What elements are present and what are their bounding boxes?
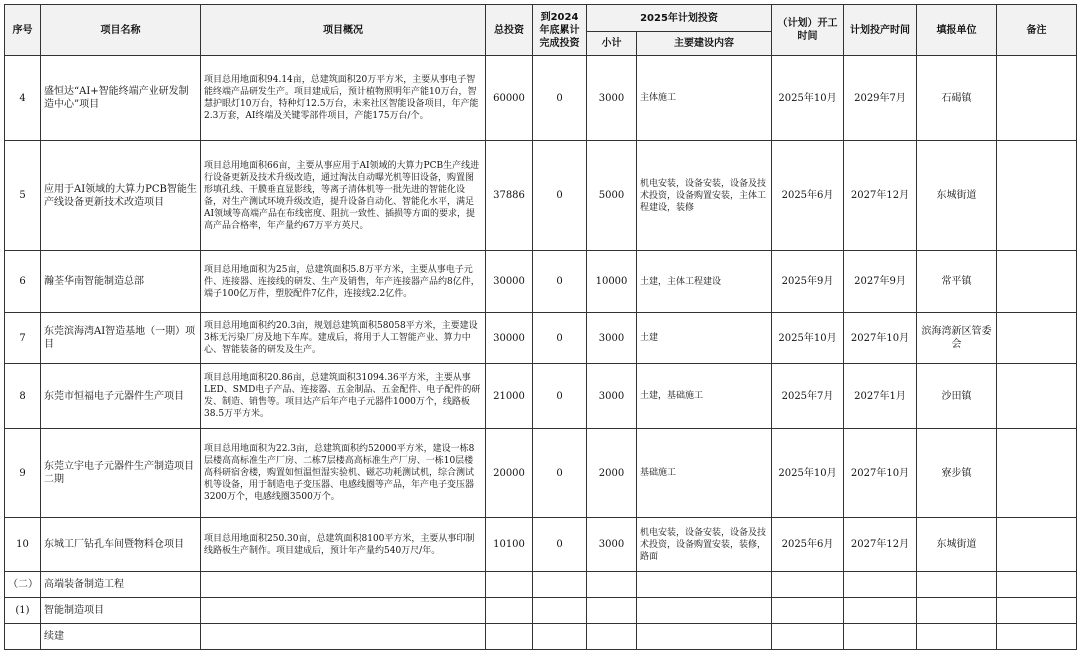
row-start-time: 2025年10月 <box>772 56 844 141</box>
row-total-investment: 30000 <box>486 313 533 364</box>
row-overview: 项目总用地面积20.86亩，总建筑面积31094.36平方米，主要从事LED、SMD电子产品、连接器、五金制品、五金配件、电子配件的研发、制造、销售等。项目达产后年产电子元器件1000万个，线路板38.5万平方米。 <box>201 364 486 429</box>
section-row <box>5 598 1077 624</box>
row-seq: 10 <box>5 518 41 572</box>
col-header-completed-2024: 到2024年底累计完成投资 <box>533 5 587 56</box>
table-row <box>5 141 1077 251</box>
section-row <box>5 572 1077 598</box>
col-header-production-time: 计划投产时间 <box>844 5 917 56</box>
row-start-time: 2025年10月 <box>772 429 844 518</box>
row-production-time: 2027年9月 <box>844 251 917 313</box>
row-remarks <box>997 251 1077 313</box>
col-header-start-time: （计划）开工时间 <box>772 5 844 56</box>
row-seq: 8 <box>5 364 41 429</box>
row-total-investment: 60000 <box>486 56 533 141</box>
row-seq: 9 <box>5 429 41 518</box>
row-production-time: 2027年12月 <box>844 518 917 572</box>
row-main-content: 土建 <box>637 313 772 364</box>
row-completed-2024: 0 <box>533 141 587 251</box>
row-reporting-unit: 东城街道 <box>917 518 997 572</box>
row-completed-2024: 0 <box>533 518 587 572</box>
row-total-investment: 21000 <box>486 364 533 429</box>
row-main-content: 机电安装，设备安装，设备及技术投资，设备购置安装，主体工程建设，装修 <box>637 141 772 251</box>
row-reporting-unit: 寮步镇 <box>917 429 997 518</box>
row-overview: 项目总用地面积为25亩，总建筑面积5.8万平方米，主要从事电子元件、连接器、连接线的研发、生产及销售，年产连接器产品约8亿件，端子100亿万件，塑胶配件7亿件，连接线2.2亿件。 <box>201 251 486 313</box>
row-subtotal: 3000 <box>587 518 637 572</box>
col-header-reporting-unit: 填报单位 <box>917 5 997 56</box>
row-total-investment: 37886 <box>486 141 533 251</box>
table-row <box>5 429 1077 518</box>
section-seq <box>5 624 41 650</box>
row-completed-2024: 0 <box>533 364 587 429</box>
row-subtotal: 3000 <box>587 364 637 429</box>
table-row <box>5 313 1077 364</box>
row-seq: 4 <box>5 56 41 141</box>
row-production-time: 2029年7月 <box>844 56 917 141</box>
row-remarks <box>997 56 1077 141</box>
row-total-investment: 20000 <box>486 429 533 518</box>
row-name: 瀚荃华南智能制造总部 <box>41 251 201 313</box>
row-total-investment: 10100 <box>486 518 533 572</box>
row-main-content: 机电安装，设备安装，设备及技术投资，设备购置安装，装修，路面 <box>637 518 772 572</box>
row-name: 东莞立宇电子元器件生产制造项目二期 <box>41 429 201 518</box>
col-header-name: 项目名称 <box>41 5 201 56</box>
row-main-content: 土建，基础施工 <box>637 364 772 429</box>
investment-table <box>4 4 1077 650</box>
row-remarks <box>997 313 1077 364</box>
row-subtotal: 10000 <box>587 251 637 313</box>
row-overview: 项目总用地面积250.30亩，总建筑面积8100平方米，主要从事印制线路板生产制作。项目建成后，预计年产量约540万尺/年。 <box>201 518 486 572</box>
row-production-time: 2027年10月 <box>844 429 917 518</box>
row-name: 东莞市恒福电子元器件生产项目 <box>41 364 201 429</box>
row-total-investment: 30000 <box>486 251 533 313</box>
row-reporting-unit: 石碣镇 <box>917 56 997 141</box>
section-row <box>5 624 1077 650</box>
row-reporting-unit: 常平镇 <box>917 251 997 313</box>
row-completed-2024: 0 <box>533 56 587 141</box>
row-main-content: 土建，主体工程建设 <box>637 251 772 313</box>
row-remarks <box>997 141 1077 251</box>
row-start-time: 2025年6月 <box>772 141 844 251</box>
col-header-overview: 项目概况 <box>201 5 486 56</box>
col-header-subtotal: 小计 <box>587 32 637 56</box>
row-subtotal: 2000 <box>587 429 637 518</box>
row-production-time: 2027年1月 <box>844 364 917 429</box>
row-overview: 项目总用地面积约20.3亩，规划总建筑面积58058平方米，主要建设3栋无污染厂房及地下车库。建成后，将用于人工智能产业、算力中心、智能装备的研发及生产。 <box>201 313 486 364</box>
row-name: 东城工厂钻孔车间暨物料仓项目 <box>41 518 201 572</box>
row-seq: 5 <box>5 141 41 251</box>
table-row <box>5 364 1077 429</box>
row-seq: 6 <box>5 251 41 313</box>
row-seq: 7 <box>5 313 41 364</box>
row-start-time: 2025年9月 <box>772 251 844 313</box>
row-subtotal: 3000 <box>587 313 637 364</box>
row-main-content: 主体施工 <box>637 56 772 141</box>
row-overview: 项目总用地面积94.14亩，总建筑面积20万平方米，主要从事电子智能终端产品研发生产。项目建成后，预计植物照明年产能10万台，智慧护眼灯10万台，特种灯12.5万台，未来社区智能设备项目，年产能2.3万套，AI终端及关键零部件项目，产能175万台/个。 <box>201 56 486 141</box>
row-name: 东莞滨海湾AI智造基地（一期）项目 <box>41 313 201 364</box>
row-reporting-unit: 滨海湾新区管委会 <box>917 313 997 364</box>
row-production-time: 2027年10月 <box>844 313 917 364</box>
col-header-seq: 序号 <box>5 5 41 56</box>
table-row <box>5 518 1077 572</box>
row-overview: 项目总用地面积66亩，主要从事应用于AI领域的大算力PCB生产线进行设备更新及技术升级改造，通过淘汰自动曝光机等旧设备，购置图形填孔线、干膜垂直显影线，等离子清体机等一批先进的智能化设备，对生产测试环境升级改造，提升设备自动化、智能化水平，满足AI领域等高端产品在布线密度、阻抗一致性、插损等方面的要求，提高产品合格率，年产量约67万平方英尺。 <box>201 141 486 251</box>
col-header-total-investment: 总投资 <box>486 5 533 56</box>
row-reporting-unit: 东城街道 <box>917 141 997 251</box>
row-remarks <box>997 518 1077 572</box>
col-header-plan-2025: 2025年计划投资 <box>587 5 772 32</box>
row-completed-2024: 0 <box>533 429 587 518</box>
table-row <box>5 251 1077 313</box>
row-subtotal: 3000 <box>587 56 637 141</box>
row-completed-2024: 0 <box>533 313 587 364</box>
col-header-main-content: 主要建设内容 <box>637 32 772 56</box>
header-row-1 <box>5 5 1077 32</box>
row-subtotal: 5000 <box>587 141 637 251</box>
section-title: 智能制造项目 <box>41 598 201 624</box>
row-name: 应用于AI领域的大算力PCB智能生产线设备更新技术改造项目 <box>41 141 201 251</box>
section-seq: （二） <box>5 572 41 598</box>
row-remarks <box>997 364 1077 429</box>
section-title: 高端装备制造工程 <box>41 572 201 598</box>
row-production-time: 2027年12月 <box>844 141 917 251</box>
row-main-content: 基础施工 <box>637 429 772 518</box>
section-seq: (1) <box>5 598 41 624</box>
row-name: 盛恒达“AI+智能终端产业研发制造中心”项目 <box>41 56 201 141</box>
row-remarks <box>997 429 1077 518</box>
row-start-time: 2025年10月 <box>772 313 844 364</box>
row-start-time: 2025年7月 <box>772 364 844 429</box>
table-row <box>5 56 1077 141</box>
col-header-remarks: 备注 <box>997 5 1077 56</box>
row-start-time: 2025年6月 <box>772 518 844 572</box>
row-completed-2024: 0 <box>533 251 587 313</box>
row-reporting-unit: 沙田镇 <box>917 364 997 429</box>
row-overview: 项目总用地面积为22.3亩，总建筑面积约52000平方米，建设一栋8层楼高高标准生产厂房、二栋7层楼高高标准生产厂房、一栋10层楼高科研宿舍楼，购置如恒温恒湿实验机、磁芯功耗测试机，综合测试机等设备，用于制造电子变压器、电感线圈等产品，年产电子变压器3200万个，电感线圈3500万个。 <box>201 429 486 518</box>
section-title: 续建 <box>41 624 201 650</box>
